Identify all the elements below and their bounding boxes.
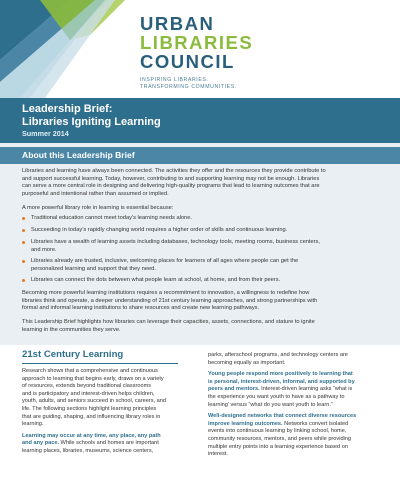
title-band xyxy=(0,98,400,143)
right-line xyxy=(208,421,390,429)
bullet-dot-icon xyxy=(22,217,25,220)
logo-urban: URBAN xyxy=(140,13,215,34)
section-rule xyxy=(22,363,178,364)
right-text: Networks convert isolated xyxy=(282,420,349,427)
paragraph-line: This Leadership Brief highlights how libraries can leverage their capacities, assets, connections, and stature to ignite xyxy=(22,319,315,325)
about-paragraph-3 xyxy=(22,319,380,334)
logo-council: COUNCIL xyxy=(140,51,235,72)
paragraph-line: formal and informal learning institutions to share resources and create new learning pathways. xyxy=(22,305,260,312)
bullet-dot-icon xyxy=(22,260,25,263)
left-line: and is participatory and interest-driven helps children, xyxy=(22,390,155,397)
right-bold: is personal, interest-driven, informal, and supported by xyxy=(208,378,355,385)
left-bold: Learning may occur at any time, any place, any path xyxy=(22,432,161,439)
left-bold: and any pace. xyxy=(22,440,59,447)
bullet-text: Libraries can connect the dots between what people learn at school, at home, and from their peers. xyxy=(31,277,281,283)
bullet-dot-icon xyxy=(22,241,25,244)
left-column xyxy=(22,368,202,456)
logo-libraries: LIBRARIES xyxy=(140,32,254,53)
left-line xyxy=(22,440,202,448)
title-date: Summer 2014 xyxy=(22,129,69,138)
about-section xyxy=(0,143,400,345)
about-heading: About this Leadership Brief xyxy=(22,150,135,160)
left-line: that are guiding, shaping, and influencing library roles in xyxy=(22,413,161,420)
bullet-text-line: personalized learning and support that they need. xyxy=(31,265,156,272)
about-paragraph-2 xyxy=(22,290,380,313)
right-bold: peers and mentors. xyxy=(208,386,260,393)
left-line: learning. xyxy=(22,421,44,428)
title-line-1: Leadership Brief: xyxy=(22,103,113,115)
about-lead: A more powerful library role in learning is essential because: xyxy=(22,205,174,211)
right-line: learning’ versus “what do you want youth to learn.” xyxy=(208,401,333,408)
left-text: While schools and homes are important xyxy=(59,440,159,447)
left-line: youth, adults, and seniors succeed in school, careers, and xyxy=(22,398,166,405)
left-line: learning places, libraries, museums, science centers, xyxy=(22,447,154,454)
paragraph-line: Becoming more powerful learning institutions requires a recommitment to innovation, a willingness to redefine how xyxy=(22,290,310,296)
left-line: life. The following sections highlight learning principles xyxy=(22,405,157,412)
right-bold: improve learning outcomes. xyxy=(208,420,283,427)
tagline-line-1: INSPIRING LIBRARIES. xyxy=(140,77,209,83)
about-intro-line: can serve a more central role in designing and delivering high-quality programs that lead to learning outcomes that are xyxy=(22,183,320,190)
right-text: Interest-driven learning asks “what is xyxy=(259,386,353,393)
title-line-2: Libraries Igniting Learning xyxy=(22,116,161,128)
bullet-text xyxy=(31,239,376,254)
tagline-line-2: TRANSFORMING COMMUNITIES. xyxy=(140,84,237,90)
right-line: parks, afterschool programs, and technology centers are xyxy=(208,352,348,358)
bullet-text-line: Libraries already are trusted, inclusive, welcoming places for learners of all ages where people can get the xyxy=(31,258,299,264)
left-line xyxy=(22,433,202,441)
right-line: community resources, mentors, and peers while providing xyxy=(208,435,352,442)
bullet-text: Succeeding in today’s rapidly changing world requires a higher order of skills and continuous learning. xyxy=(31,227,288,233)
bullet-text: Traditional education cannot meet today’s learning needs alone. xyxy=(31,215,192,221)
right-line: becoming equally as important. xyxy=(208,359,286,366)
about-intro xyxy=(22,168,380,198)
right-bold: Well-designed networks that connect diverse resources xyxy=(208,413,357,420)
about-intro-line: Libraries and learning have always been connected. The activities they offer and the resources they provide contribute to xyxy=(22,168,326,174)
left-line: of resources, extends beyond traditional classrooms xyxy=(22,383,152,390)
about-intro-line: purposeful and intentional rather than assumed or implied. xyxy=(22,190,169,197)
bullet-text-line: and more. xyxy=(31,246,57,253)
about-heading-bar xyxy=(0,147,400,164)
right-column xyxy=(208,352,390,459)
right-line xyxy=(208,386,390,394)
paragraph-line: learning in the communities they serve. xyxy=(22,326,121,333)
bullet-text-line: Libraries have a wealth of learning assets including databases, technology tools, meeting rooms, business centers, xyxy=(31,239,320,245)
left-line: Research shows that a comprehensive and continuous xyxy=(22,368,158,374)
right-line: events into continuous learning by linking school, home, xyxy=(208,428,347,435)
logo-tagline xyxy=(140,77,253,91)
right-line: the experience you want youth to have as a pathway to xyxy=(208,393,345,400)
logo-wordmark xyxy=(140,14,253,91)
bullet-dot-icon xyxy=(22,229,25,232)
paragraph-line: libraries think and operate, a deeper understanding of 21st century learning approaches, and strong partnerships with xyxy=(22,297,318,304)
right-bold: Young people respond more positively to learning that xyxy=(208,371,353,378)
right-line xyxy=(208,379,390,387)
right-line: multiple entry points into a learning experience based on xyxy=(208,443,348,450)
left-line: approach to learning that begins early, draws on a variety xyxy=(22,375,164,382)
bullet-text xyxy=(31,258,376,273)
about-intro-line: and support successful learning. Today, however, contributing to and supporting learning may not be enough. Libraries xyxy=(22,175,320,182)
section-heading: 21st Century Learning xyxy=(22,349,124,360)
header xyxy=(0,0,400,98)
logo-mark-icon xyxy=(0,0,130,98)
right-line: interest. xyxy=(208,451,228,458)
bullet-dot-icon xyxy=(22,279,25,282)
right-line xyxy=(208,413,390,421)
right-line xyxy=(208,371,390,379)
